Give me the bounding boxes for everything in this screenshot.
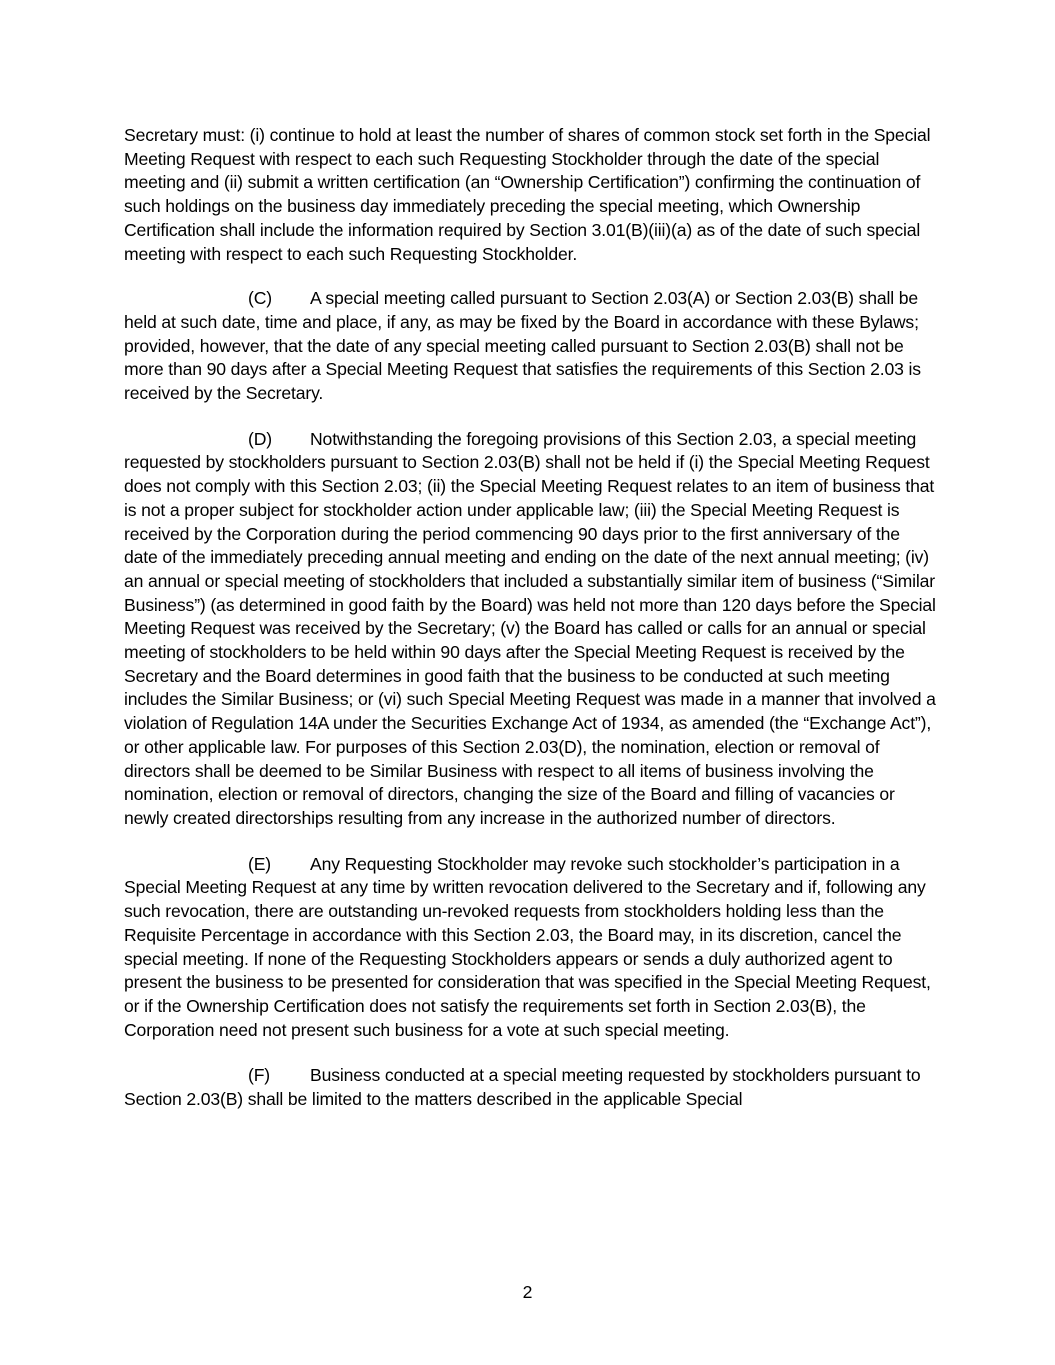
paragraph-c — [124, 287, 936, 406]
paragraph-label: (E) — [248, 853, 272, 874]
paragraph-continuation — [124, 124, 936, 266]
paragraph-text: A special meeting called pursuant to Section 2.03(A) or Section 2.03(B) shall be held at such date, time and place, if any, as may be fixed by the Board in accordance with these Bylaws; provided, however, that the date of any special meeting called pursuant to Section 2.03(B) shall not be more than 90 days after a Special Meeting Request that satisfies the requirements of this Section 2.03 is received by the Secretary. — [124, 288, 921, 404]
paragraph-label: (D) — [248, 428, 272, 449]
paragraph-f — [124, 1064, 936, 1111]
document-page — [124, 124, 936, 1134]
paragraph-label: (F) — [248, 1065, 271, 1086]
paragraph-label: (C) — [248, 288, 272, 309]
paragraph-text: Business conducted at a special meeting requested by stockholders pursuant to Section 2.03(B) shall be limited to the matters described in the applicable Special — [124, 1065, 921, 1110]
paragraph-text: Notwithstanding the foregoing provisions of this Section 2.03, a special meeting requested by stockholders pursuant to Section 2.03(B) shall not be held if (i) the Special Meeting Request does not comply with this Section 2.03; (ii) the Special Meeting Request relates to an item of business that is not a proper subject for stockholder action under applicable law; (iii) the Special Meeting Request is received by the Corporation during the period commencing 90 days prior to the first anniversary of the date of the immediately preceding annual meeting and ending on the date of the next annual meeting; (iv) an annual or special meeting of stockholders that included a substantially similar item of business (“Similar Business”) (as determined in good faith by the Board) was held not more than 120 days before the Special Meeting Request was received by the Secretary; (v) the Board has called or calls for an annual or special meeting of stockholders to be held within 90 days after the Special Meeting Request is received by the Secretary and the Board determines in good faith that the business to be conducted at such meeting includes the Similar Business; or (vi) such Special Meeting Request was made in a manner that involved a violation of Regulation 14A under the Securities Exchange Act of 1934, as amended (the “Exchange Act”), or other applicable law. For purposes of this Section 2.03(D), the nomination, election or removal of directors shall be deemed to be Similar Business with respect to all items of business involving the nomination, election or removal of directors, changing the size of the Board and filling of vacancies or newly created directorships resulting from any increase in the authorized number of directors. — [124, 428, 936, 828]
page-number: 2 — [522, 1282, 533, 1302]
paragraph-d — [124, 428, 936, 831]
paragraph-text: Any Requesting Stockholder may revoke such stockholder’s participation in a Special Meeting Request at any time by written revocation delivered to the Secretary and if, following any such revocation, there are outstanding un-revoked requests from stockholders holding less than the Requisite Percentage in accordance with this Section 2.03, the Board may, in its discretion, cancel the special meeting. If none of the Requesting Stockholders appears or sends a duly authorized agent to present the business to be presented for consideration that was specified in the Special Meeting Request, or if the Ownership Certification does not satisfy the requirements set forth in Section 2.03(B), the Corporation need not present such business for a vote at such special meeting. — [124, 853, 931, 1040]
paragraph-text: Secretary must: (i) continue to hold at least the number of shares of common stock set forth in the Special Meeting Request with respect to each such Requesting Stockholder through the date of the special meeting and (ii) submit a written certification (an “Ownership Certification”) confirming the continuation of such holdings on the business day immediately preceding the special meeting, which Ownership Certification shall include the information required by Section 3.01(B)(iii)(a) as of the date of such special meeting with respect to each such Requesting Stockholder. — [124, 125, 931, 264]
paragraph-e — [124, 853, 936, 1043]
